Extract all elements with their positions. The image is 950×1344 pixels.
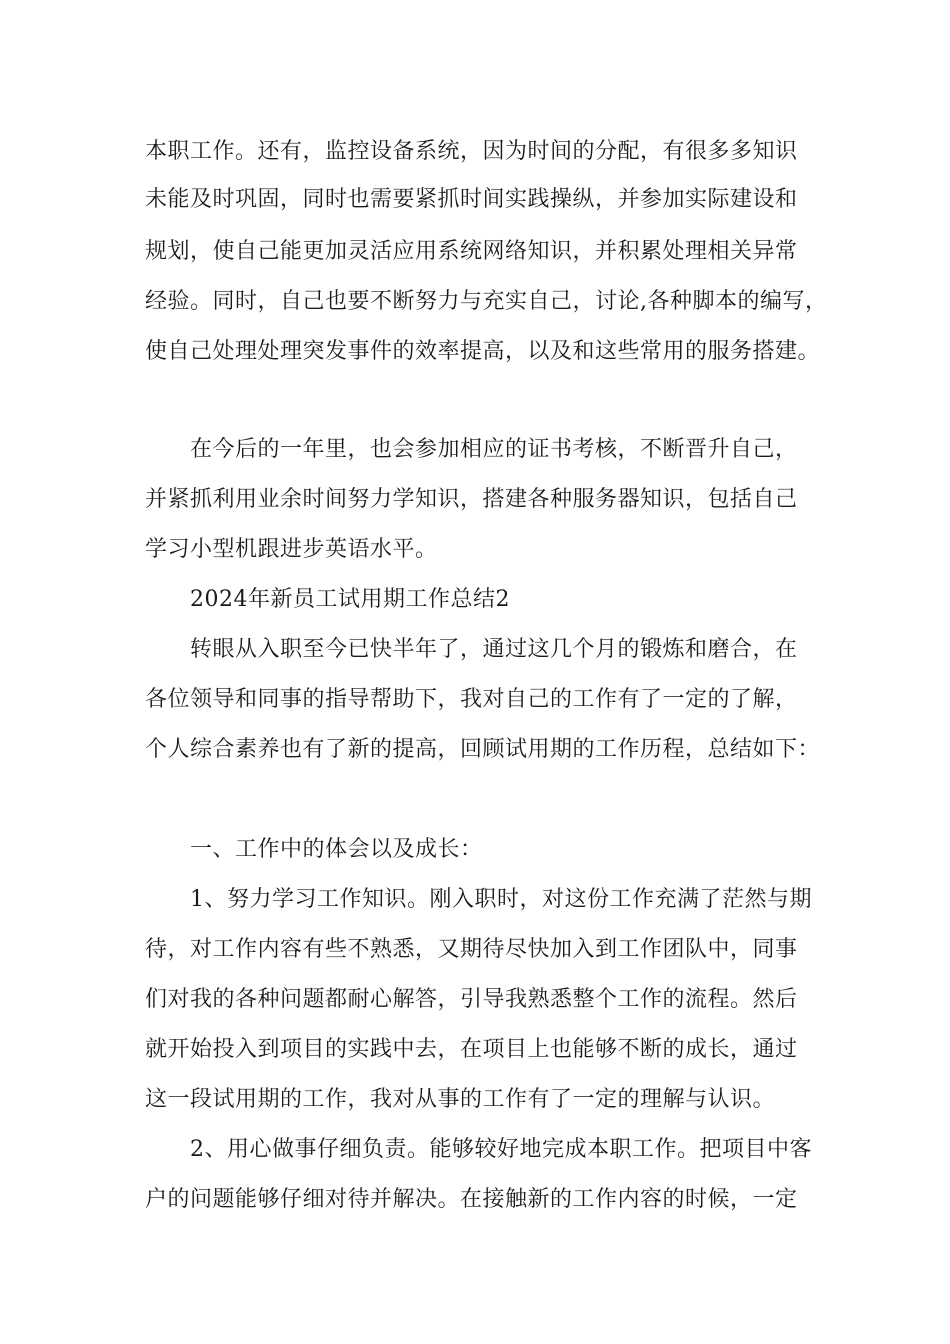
paragraph-2-line-1: 在今后的一年里，也会参加相应的证书考核，不断晋升自己， — [190, 437, 798, 462]
paragraph-2-line-2: 并紧抓利用业余时间努力学知识，搭建各种服务器知识，包括自己 — [145, 487, 798, 512]
paragraph-5-line-1: 2、用心做事仔细负责。能够较好地完成本职工作。把项目中客 — [190, 1137, 812, 1162]
paragraph-1-line-2: 未能及时巩固，同时也需要紧抓时间实践操纵，并参加实际建设和 — [145, 187, 798, 212]
paragraph-1-line-3: 规划，使自己能更加灵活应用系统网络知识，并积累处理相关异常 — [145, 239, 798, 264]
paragraph-5-line-2: 户的问题能够仔细对待并解决。在接触新的工作内容的时候，一定 — [145, 1187, 798, 1212]
paragraph-4-line-2: 待，对工作内容有些不熟悉，又期待尽快加入到工作团队中，同事 — [145, 937, 798, 962]
paragraph-3-line-3: 个人综合素养也有了新的提高，回顾试用期的工作历程，总结如下： — [145, 737, 821, 762]
paragraph-4-line-3: 们对我的各种问题都耐心解答，引导我熟悉整个工作的流程。然后 — [145, 987, 798, 1012]
paragraph-4-line-4: 就开始投入到项目的实践中去，在项目上也能够不断的成长，通过 — [145, 1037, 798, 1062]
paragraph-2-line-3: 学习小型机跟进步英语水平。 — [145, 537, 438, 562]
paragraph-4-line-1: 1、努力学习工作知识。刚入职时，对这份工作充满了茫然与期 — [190, 887, 812, 912]
paragraph-3-line-2: 各位领导和同事的指导帮助下，我对自己的工作有了一定的了解， — [145, 687, 798, 712]
section-title: 2024年新员工试用期工作总结2 — [190, 587, 510, 612]
paragraph-4-line-5: 这一段试用期的工作，我对从事的工作有了一定的理解与认识。 — [145, 1087, 776, 1112]
paragraph-3-line-1: 转眼从入职至今已快半年了，通过这几个月的锻炼和磨合，在 — [190, 637, 798, 662]
heading-1: 一、工作中的体会以及成长： — [190, 837, 483, 862]
paragraph-1-line-4: 经验。同时，自己也要不断努力与充实自己，讨论,各种脚本的编写， — [145, 289, 828, 314]
paragraph-1-line-5: 使自己处理处理突发事件的效率提高，以及和这些常用的服务搭建。 — [145, 339, 821, 364]
paragraph-1-line-1: 本职工作。还有，监控设备系统，因为时间的分配，有很多多知识 — [145, 139, 798, 164]
